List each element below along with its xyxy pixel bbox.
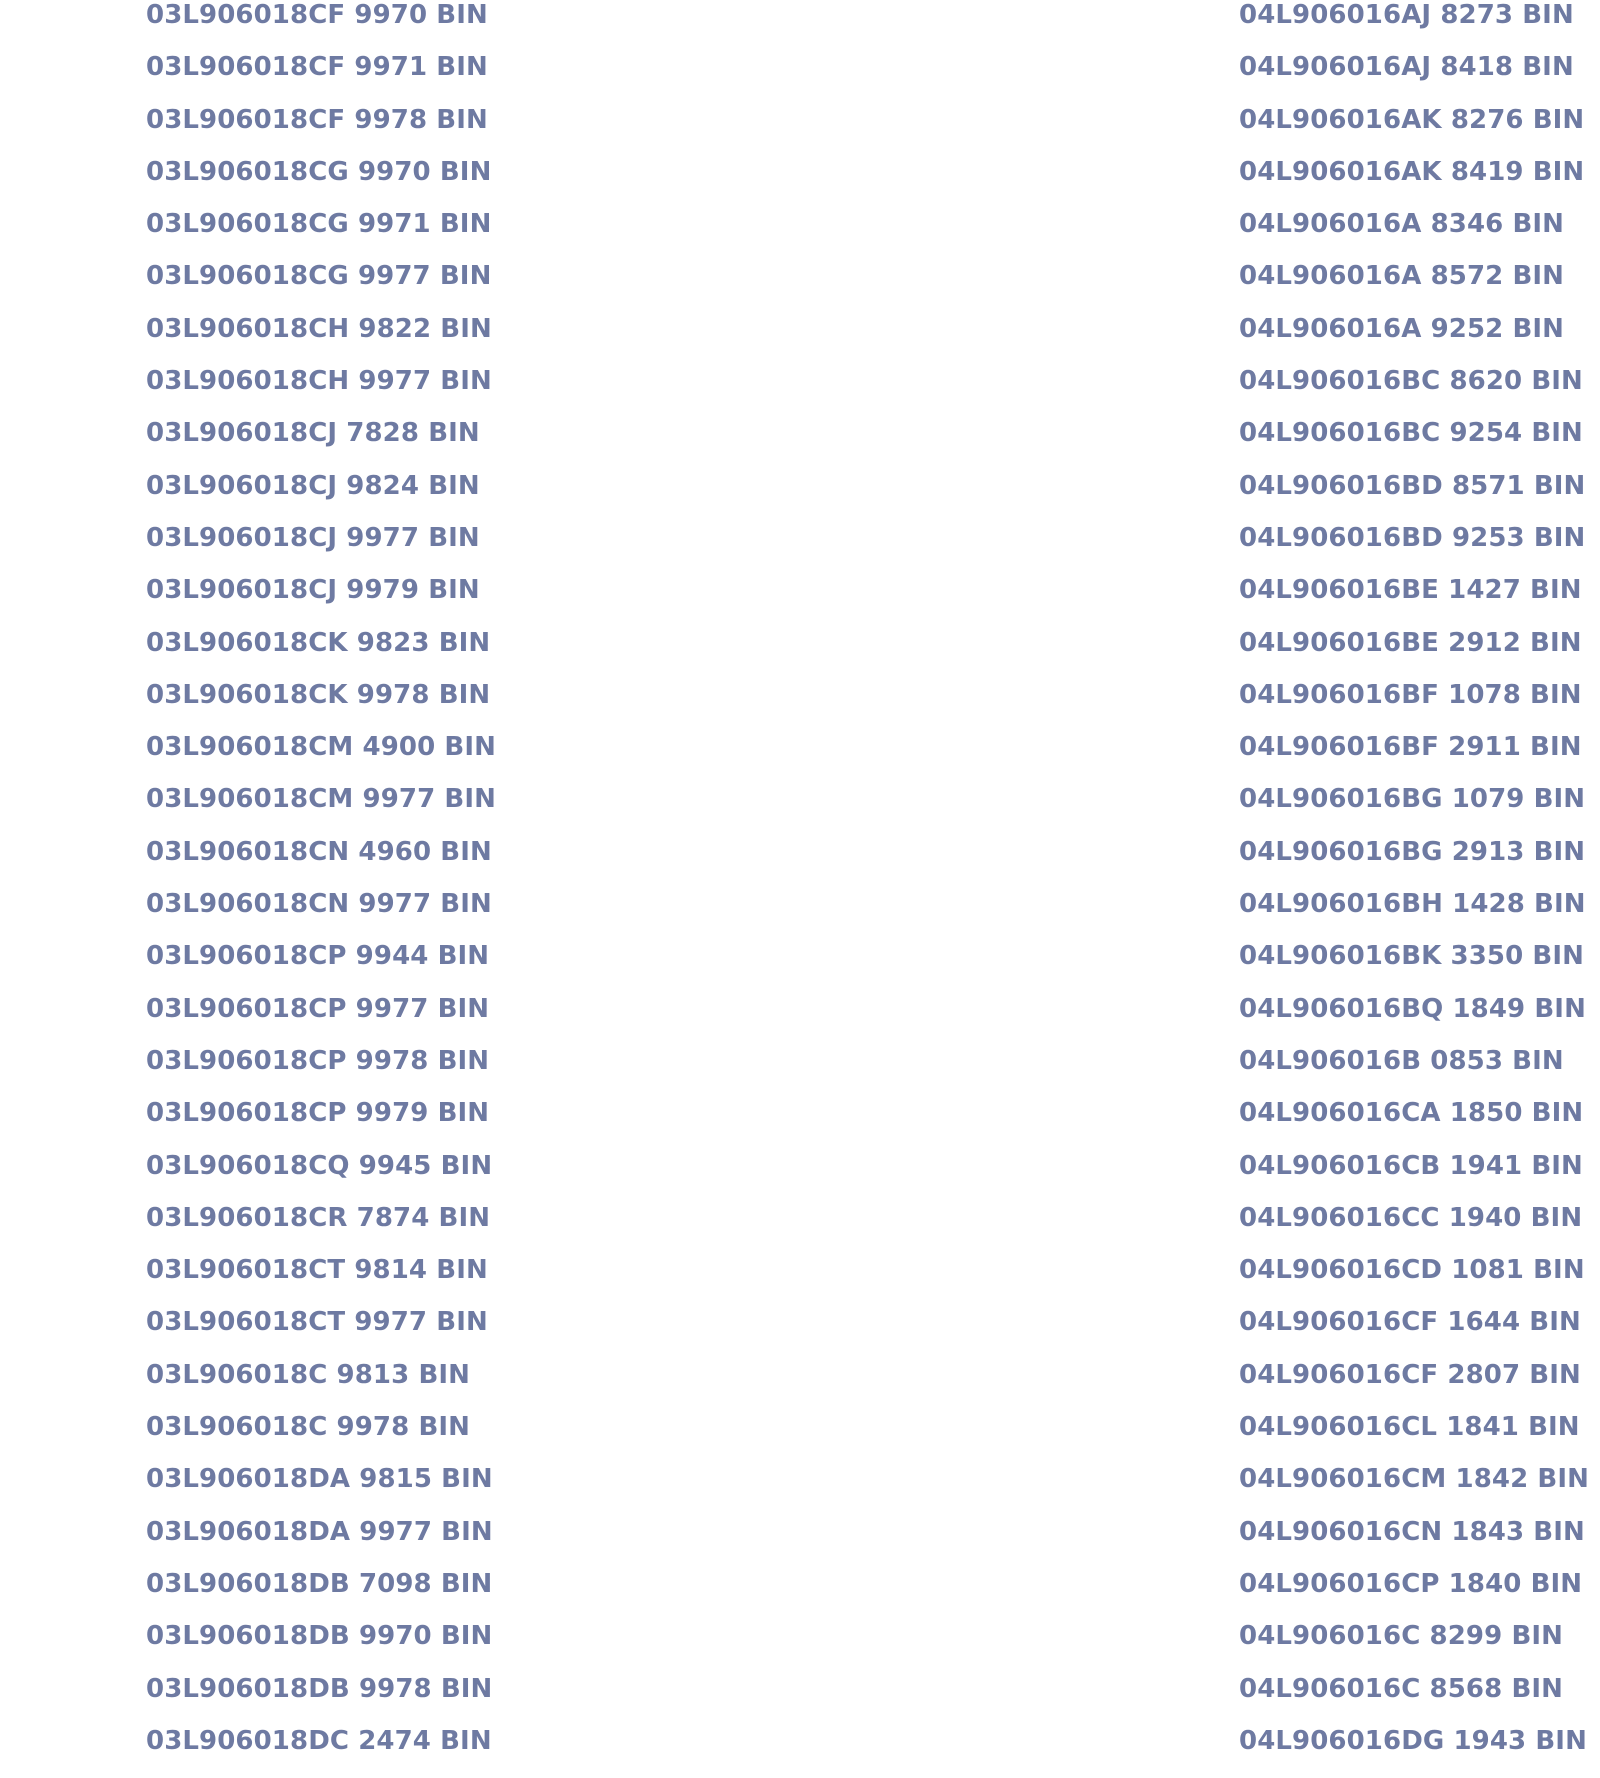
list-item	[1239, 157, 1589, 209]
file-link[interactable]: 03L906018DB 9970 BIN	[146, 1621, 493, 1652]
file-link[interactable]: 04L906016CF 1644 BIN	[1239, 1307, 1581, 1338]
list-item	[146, 52, 496, 104]
list-item	[146, 1203, 496, 1255]
file-link[interactable]: 03L906018CJ 9979 BIN	[146, 575, 480, 606]
file-link[interactable]: 04L906016BG 2913 BIN	[1239, 836, 1586, 867]
list-item	[146, 1151, 496, 1203]
list-item	[1239, 1464, 1589, 1516]
file-link[interactable]: 03L906018DB 9978 BIN	[146, 1673, 493, 1704]
file-link[interactable]: 03L906018CH 9822 BIN	[146, 313, 492, 344]
file-link[interactable]: 04L906016BK 3350 BIN	[1239, 941, 1584, 972]
file-link[interactable]: 03L906018CT 9977 BIN	[146, 1307, 488, 1338]
list-item	[146, 1046, 496, 1098]
list-item	[146, 941, 496, 993]
list-item	[1239, 1517, 1589, 1569]
file-link[interactable]: 04L906016BF 2911 BIN	[1239, 732, 1582, 763]
file-link[interactable]: 04L906016CM 1842 BIN	[1239, 1464, 1589, 1495]
file-link[interactable]: 04L906016BG 1079 BIN	[1239, 784, 1586, 815]
file-link[interactable]: 03L906018DA 9815 BIN	[146, 1464, 493, 1495]
list-item	[1239, 0, 1589, 52]
file-link[interactable]: 03L906018CK 9978 BIN	[146, 679, 491, 710]
file-link[interactable]: 04L906016CP 1840 BIN	[1239, 1568, 1583, 1599]
file-link[interactable]: 03L906018CF 9971 BIN	[146, 52, 488, 83]
list-item	[146, 1255, 496, 1307]
file-link[interactable]: 04L906016B 0853 BIN	[1239, 1045, 1564, 1076]
file-link[interactable]: 04L906016A 8346 BIN	[1239, 209, 1565, 240]
file-link[interactable]: 04L906016AK 8276 BIN	[1239, 104, 1585, 135]
list-item	[146, 1098, 496, 1150]
file-link[interactable]: 03L906018CH 9977 BIN	[146, 366, 492, 397]
file-link[interactable]: 04L906016BE 2912 BIN	[1239, 627, 1582, 658]
list-item	[1239, 1307, 1589, 1359]
file-link[interactable]: 03L906018CP 9977 BIN	[146, 993, 490, 1024]
file-link[interactable]: 03L906018CJ 9977 BIN	[146, 522, 480, 553]
list-item	[146, 732, 496, 784]
file-link[interactable]: 03L906018CG 9970 BIN	[146, 156, 492, 187]
left-file-list	[146, 0, 496, 1778]
file-link[interactable]: 04L906016BF 1078 BIN	[1239, 679, 1582, 710]
list-item	[1239, 52, 1589, 104]
list-item	[146, 1569, 496, 1621]
file-link[interactable]: 04L906016A 8572 BIN	[1239, 261, 1565, 292]
file-link[interactable]: 04L906016BH 1428 BIN	[1239, 889, 1586, 920]
list-item	[1239, 1098, 1589, 1150]
file-link[interactable]: 04L906016C 8299 BIN	[1239, 1621, 1563, 1652]
file-link[interactable]: 04L906016BC 9254 BIN	[1239, 418, 1583, 449]
file-link[interactable]: 03L906018CK 9823 BIN	[146, 627, 491, 658]
file-link[interactable]: 04L906016CD 1081 BIN	[1239, 1255, 1585, 1286]
file-link[interactable]: 03L906018CG 9977 BIN	[146, 261, 492, 292]
right-file-list	[1239, 0, 1589, 1778]
list-item	[1239, 314, 1589, 366]
file-link[interactable]: 04L906016AJ 8273 BIN	[1239, 0, 1574, 30]
list-item	[1239, 1255, 1589, 1307]
list-item	[146, 1674, 496, 1726]
list-item	[1239, 732, 1589, 784]
file-link[interactable]: 03L906018CF 9978 BIN	[146, 104, 488, 135]
file-link[interactable]: 03L906018CM 4900 BIN	[146, 732, 496, 763]
file-link[interactable]: 03L906018CT 9814 BIN	[146, 1255, 488, 1286]
file-link[interactable]: 03L906018CP 9978 BIN	[146, 1045, 490, 1076]
list-item	[146, 314, 496, 366]
file-link[interactable]: 04L906016CL 1841 BIN	[1239, 1412, 1580, 1443]
file-link[interactable]: 03L906018CJ 7828 BIN	[146, 418, 480, 449]
list-item	[1239, 941, 1589, 993]
file-link[interactable]: 04L906016CC 1940 BIN	[1239, 1202, 1583, 1233]
list-item	[1239, 784, 1589, 836]
list-item	[1239, 575, 1589, 627]
list-item	[146, 628, 496, 680]
file-link[interactable]: 04L906016CB 1941 BIN	[1239, 1150, 1583, 1181]
file-link[interactable]: 03L906018CQ 9945 BIN	[146, 1150, 493, 1181]
list-item	[146, 157, 496, 209]
list-item	[146, 1517, 496, 1569]
list-item	[1239, 105, 1589, 157]
list-item	[1239, 1151, 1589, 1203]
file-link[interactable]: 04L906016CN 1843 BIN	[1239, 1516, 1585, 1547]
file-link[interactable]: 03L906018CM 9977 BIN	[146, 784, 496, 815]
list-item	[146, 1726, 496, 1778]
file-link[interactable]: 03L906018CR 7874 BIN	[146, 1202, 491, 1233]
list-item	[146, 418, 496, 470]
file-link[interactable]: 04L906016A 9252 BIN	[1239, 313, 1565, 344]
list-item	[1239, 366, 1589, 418]
file-link[interactable]: 04L906016CF 2807 BIN	[1239, 1359, 1581, 1390]
file-link[interactable]: 03L906018CG 9971 BIN	[146, 209, 492, 240]
list-item	[1239, 1412, 1589, 1464]
file-link[interactable]: 03L906018CJ 9824 BIN	[146, 470, 480, 501]
file-link[interactable]: 04L906016C 8568 BIN	[1239, 1673, 1563, 1704]
file-link[interactable]: 03L906018C 9978 BIN	[146, 1412, 470, 1443]
list-item	[1239, 418, 1589, 470]
list-item	[1239, 994, 1589, 1046]
list-item	[146, 575, 496, 627]
file-link[interactable]: 03L906018CN 4960 BIN	[146, 836, 492, 867]
list-item	[1239, 1621, 1589, 1673]
list-item	[1239, 1674, 1589, 1726]
file-link[interactable]: 03L906018CN 9977 BIN	[146, 889, 492, 920]
file-link[interactable]: 04L906016BC 8620 BIN	[1239, 366, 1583, 397]
list-item	[1239, 261, 1589, 313]
file-link[interactable]: 04L906016AJ 8418 BIN	[1239, 52, 1574, 83]
file-link[interactable]: 03L906018DB 7098 BIN	[146, 1568, 493, 1599]
file-link[interactable]: 04L906016BQ 1849 BIN	[1239, 993, 1586, 1024]
list-item	[1239, 1203, 1589, 1255]
list-item	[1239, 209, 1589, 261]
list-item	[146, 994, 496, 1046]
list-item	[1239, 1360, 1589, 1412]
list-item	[1239, 889, 1589, 941]
list-item	[146, 366, 496, 418]
list-item	[146, 680, 496, 732]
list-item	[146, 1307, 496, 1359]
file-link[interactable]: 03L906018DA 9977 BIN	[146, 1516, 493, 1547]
file-link[interactable]: 04L906016DG 1943 BIN	[1239, 1725, 1587, 1756]
file-link[interactable]: 03L906018CF 9970 BIN	[146, 0, 488, 30]
file-link[interactable]: 04L906016CA 1850 BIN	[1239, 1098, 1584, 1129]
list-item	[1239, 1569, 1589, 1621]
list-item	[146, 1621, 496, 1673]
list-item	[1239, 680, 1589, 732]
file-link[interactable]: 03L906018CP 9944 BIN	[146, 941, 490, 972]
list-item	[146, 0, 496, 52]
list-item	[1239, 523, 1589, 575]
list-item	[146, 209, 496, 261]
file-link[interactable]: 04L906016BD 8571 BIN	[1239, 470, 1586, 501]
file-link[interactable]: 03L906018CP 9979 BIN	[146, 1098, 490, 1129]
list-item	[146, 1464, 496, 1516]
list-item	[1239, 628, 1589, 680]
file-link[interactable]: 04L906016BE 1427 BIN	[1239, 575, 1582, 606]
list-item	[146, 471, 496, 523]
list-item	[146, 1360, 496, 1412]
list-item	[146, 261, 496, 313]
list-item	[1239, 837, 1589, 889]
list-item	[146, 105, 496, 157]
list-item	[146, 784, 496, 836]
file-link[interactable]: 03L906018DC 2474 BIN	[146, 1725, 492, 1756]
file-link[interactable]: 04L906016BD 9253 BIN	[1239, 522, 1586, 553]
list-item	[1239, 471, 1589, 523]
list-item	[1239, 1046, 1589, 1098]
list-item	[1239, 1726, 1589, 1778]
list-item	[146, 1412, 496, 1464]
list-item	[146, 837, 496, 889]
file-link[interactable]: 03L906018C 9813 BIN	[146, 1359, 470, 1390]
file-link[interactable]: 04L906016AK 8419 BIN	[1239, 156, 1585, 187]
list-item	[146, 889, 496, 941]
list-item	[146, 523, 496, 575]
